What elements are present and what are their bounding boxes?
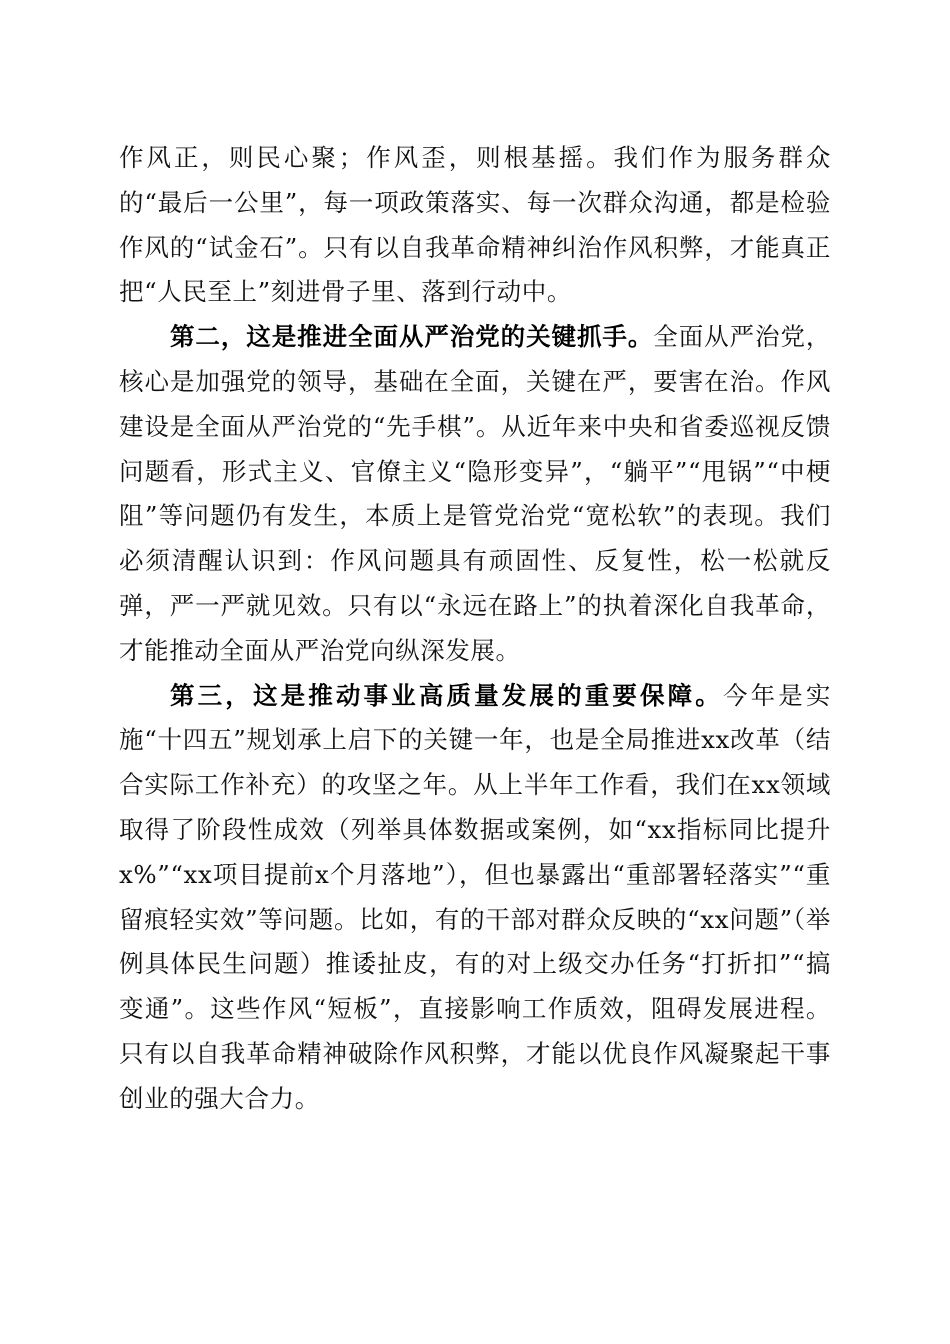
- paragraph-2-text: 全面从严治党，核心是加强党的领导，基础在全面，关键在严，要害在治。作风建设是全面从严治党的“先手棋”。从近年来中央和省委巡视反馈问题看，形式主义、官僚主义“隐形变异”，“躺平”“甩锅”“中梗阻”等问题仍有发生，本质上是管党治党“宽松软”的表现。我们必须清醒认识到：作风问题具有顽固性、反复性，松一松就反弹，严一严就见效。只有以“永远在路上”的执着深化自我革命，才能推动全面从严治党向纵深发展。: [119, 322, 831, 665]
- paragraph-3-text: 今年是实施“十四五”规划承上启下的关键一年，也是全局推进xx改革（结合实际工作补充）的攻坚之年。从上半年工作看，我们在xx领域取得了阶段性成效（列举具体数据或案例，如“xx指标同比提升x%”“xx项目提前x个月落地”），但也暴露出“重部署轻落实”“重留痕轻实效”等问题。比如，有的干部对群众反映的“xx问题”（举例具体民生问题）推诿扯皮，有的对上级交办任务“打折扣”“搞变通”。这些作风“短板”，直接影响工作质效，阻碍发展进程。只有以自我革命精神破除作风积弊，才能以优良作风凝聚起干事创业的强大合力。: [119, 680, 831, 1113]
- paragraph-3-heading: 第三，这是推动事业高质量发展的重要保障。: [170, 680, 723, 710]
- paragraph-1-text: 作风正，则民心聚；作风歪，则根基摇。我们作为服务群众的“最后一公里”，每一项政策落实、每一次群众沟通，都是检验作风的“试金石”。只有以自我革命精神纠治作风积弊，才能真正把“人民至上”刻进骨子里、落到行动中。: [119, 143, 831, 307]
- paragraph-3: [119, 674, 831, 1122]
- paragraph-2-heading: 第二，这是推进全面从严治党的关键抓手。: [170, 322, 654, 352]
- document-body: [119, 136, 831, 1122]
- paragraph-2: [119, 315, 831, 673]
- paragraph-1: [119, 136, 831, 315]
